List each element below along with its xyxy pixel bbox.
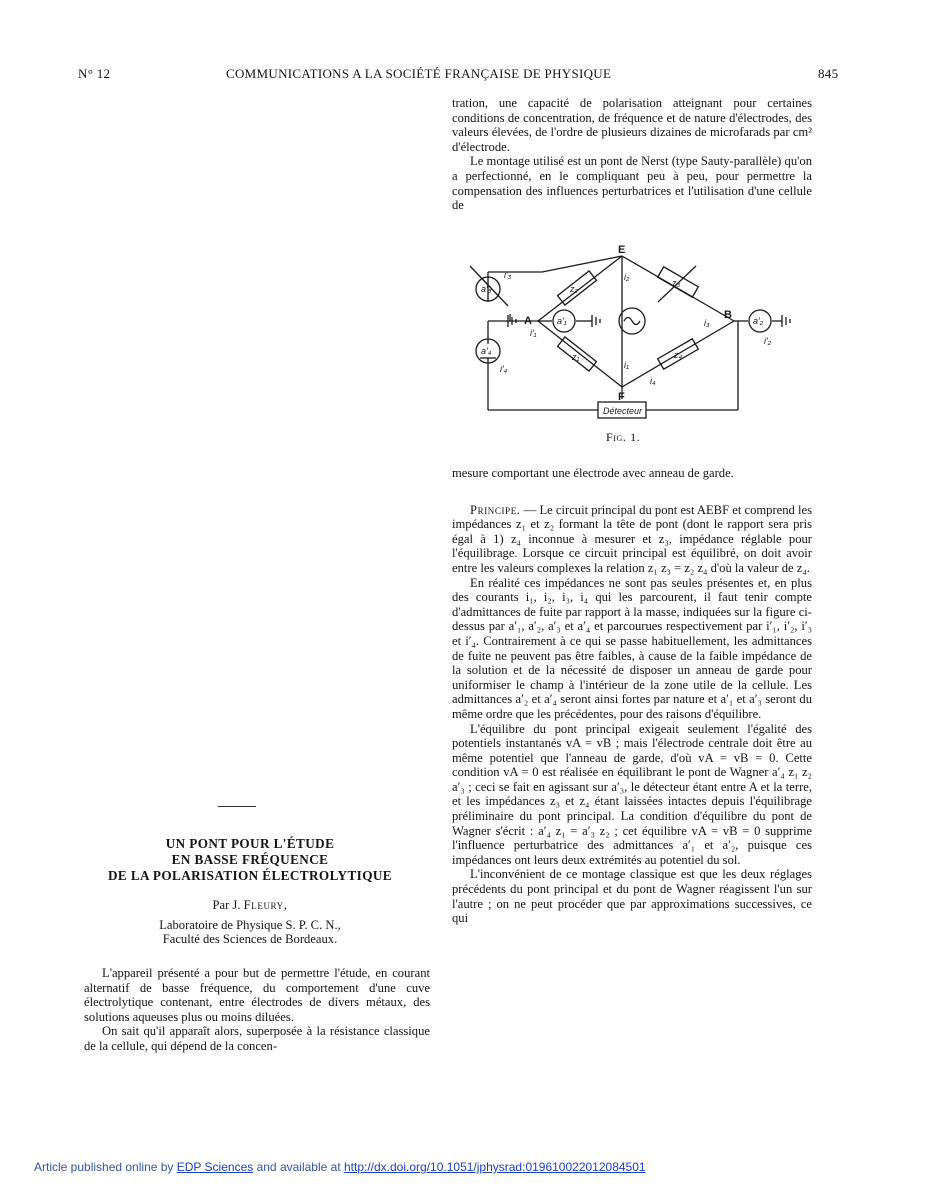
footer-text: Article published online by xyxy=(34,1160,177,1174)
paragraph: Le montage utilisé est un pont de Nerst (type Sauty-parallèle) qu'on a perfectionné, en le compliquant peu à peu, pour permettre la compensation des influences perturbatrices et l'utilisation d'une cellule de xyxy=(452,154,812,213)
label-z1: z₁ xyxy=(572,352,580,362)
label-z2: z₂ xyxy=(570,284,578,294)
paragraph: L'appareil présenté a pour but de permettre l'étude, en courant alternatif de basse fréquence, du comportement d'une cuve électrolytique contenant, entre électrodes de divers métaux, des solutions aqueuses plus ou moins diluées. xyxy=(84,966,430,1024)
label-a3: a′₃ xyxy=(481,284,492,294)
label-a4: a′₄ xyxy=(481,346,492,356)
paragraph: mesure comportant une électrode avec anneau de garde. xyxy=(452,466,734,480)
node-f-label: F xyxy=(618,391,625,403)
paragraph-text: — Le circuit principal du pont est AEBF et comprend les impédances z₁ et z₂ formant la tête de pont (dont le rapport sera pris égal à 1) z₄ inconnue à mesurer et z₃, impédance réglable pour l'équilibrage. Lorsque ce circuit principal est équilibré, on doit avoir entre les valeurs complexes la relation z₁ z₃ = z₂ z₄ d'où la valeur de z₄. xyxy=(452,502,812,575)
page-number: 845 xyxy=(818,66,839,81)
publication-footer xyxy=(34,1160,646,1174)
article-title-line: DE LA POLARISATION ÉLECTROLYTIQUE xyxy=(108,868,392,883)
label-i3-prime: i′₃ xyxy=(504,270,512,280)
node-b-label: B xyxy=(724,309,732,321)
label-i3: i₃ xyxy=(704,318,710,328)
author-line xyxy=(68,898,432,912)
label-i2-prime: i′₂ xyxy=(764,336,772,346)
sine-wave-icon xyxy=(624,318,640,325)
label-z4: z₄ xyxy=(674,350,683,360)
left-column-text xyxy=(84,966,430,1054)
label-a2: a′₂ xyxy=(753,316,764,326)
issue-number: N° 12 xyxy=(78,66,111,81)
node-e-label: E xyxy=(618,244,626,256)
affiliation-line: Laboratoire de Physique S. P. C. N., xyxy=(159,918,341,932)
paragraph xyxy=(452,503,812,576)
label-i1: i₁ xyxy=(624,360,629,370)
separator-rule xyxy=(218,806,256,807)
author-name: Fleury, xyxy=(243,898,288,912)
paragraph: L'inconvénient de ce montage classique est que les deux réglages précédents du pont principal et du pont de Wagner réagissent l'un sur l'autre ; on ne peut procéder que par approximations successives, ce qui xyxy=(452,867,812,926)
label-i4-prime: i′₄ xyxy=(500,364,508,374)
footer-text: and available at xyxy=(253,1160,344,1174)
label-a1: a′₁ xyxy=(557,316,567,326)
article-title-line: EN BASSE FRÉQUENCE xyxy=(171,852,329,867)
bridge-circuit-diagram xyxy=(452,244,812,429)
node-a-label: A xyxy=(524,315,532,327)
label-z3: z₃ xyxy=(672,278,681,288)
by-label: Par J. xyxy=(212,898,244,912)
detector-label: Détecteur xyxy=(603,406,643,416)
arm-z2 xyxy=(538,256,622,321)
wire xyxy=(542,256,622,272)
right-column-top xyxy=(452,96,812,213)
arm-z1 xyxy=(538,321,622,387)
label-i1-prime: i′₁ xyxy=(530,328,537,338)
section-label: Principe. xyxy=(470,502,521,517)
paragraph: L'équilibre du pont principal exigeait seulement l'égalité des potentiels instantanés vA = vB ; mais l'électrode centrale doit être au même potentiel que l'anneau de garde, d'où vA = vB = 0. Cette condition vA = 0 est réalisée en équilibrant le pont de Wagner a′₄ z₁ z₂ a′₃ ; ceci se fait en agissant sur a′₃, le détecteur étant entre A et la terre, et les impédances z₃ et z₄ étant laissées intactes depuis l'équilibrage préliminaire du pont principal. La condition d'équilibre du pont de Wagner s'écrit : a′₄ z₁ = a′₃ z₂ ; cet équilibre vA = vB = 0 supprime l'influence perturbatrice des admittances a′₁ et a′₂, puisque ces impédances ont leurs deux extrémités au potentiel du sol. xyxy=(452,721,812,867)
article-title-line: UN PONT POUR L'ÉTUDE xyxy=(165,836,335,851)
label-i2: i₂ xyxy=(624,272,630,282)
affiliation-line: Faculté des Sciences de Bordeaux. xyxy=(162,932,338,946)
figure-caption: Fig. 1. xyxy=(606,430,641,444)
journal-running-title: COMMUNICATIONS A LA SOCIÉTÉ FRANÇAISE DE PHYSIQUE xyxy=(226,66,612,81)
publisher-link[interactable]: EDP Sciences xyxy=(176,1160,254,1174)
right-column-bottom xyxy=(452,466,812,926)
paragraph: tration, une capacité de polarisation atteignant pour certaines conditions de concentration, de fréquence et de nature d'électrodes, des valeurs élevées, de l'ordre de plusieurs dizaines de microfarads par cm² d'électrode. xyxy=(452,96,812,154)
label-i4: i₄ xyxy=(650,376,656,386)
doi-link[interactable]: http://dx.doi.org/10.1051/jphysrad:019610022012084501 xyxy=(343,1160,646,1174)
paragraph: On sait qu'il apparaît alors, superposée à la résistance classique de la cellule, qui dépend de la concen- xyxy=(84,1024,430,1053)
paragraph: En réalité ces impédances ne sont pas seules présentes et, en plus des courants i₁, i₂, i₃, i₄ qui les parcourent, il faut tenir compte d'admittances de fuite par rapport à la masse, indiquées sur la figure ci-dessus par a′₁, a′₂, a′₃ et a′₄ et parcourues respectivement par i′₁, i′₂, i′₃ et i′₄. Contrairement à ce qui se passe habituellement, les admittances de fuite ne peuvent pas être faibles, à cause de la faible impédance de la solution et de la nécessité de disposer un anneau de garde pour uniformiser le champ à l'intérieur de la zone utile de la cellule. Les admittances a′₂ et a′₄ seront ainsi fortes par nature et a′₁ et a′₃ seront du même ordre que les précédentes, pour des raisons d'équilibre. xyxy=(452,575,812,721)
